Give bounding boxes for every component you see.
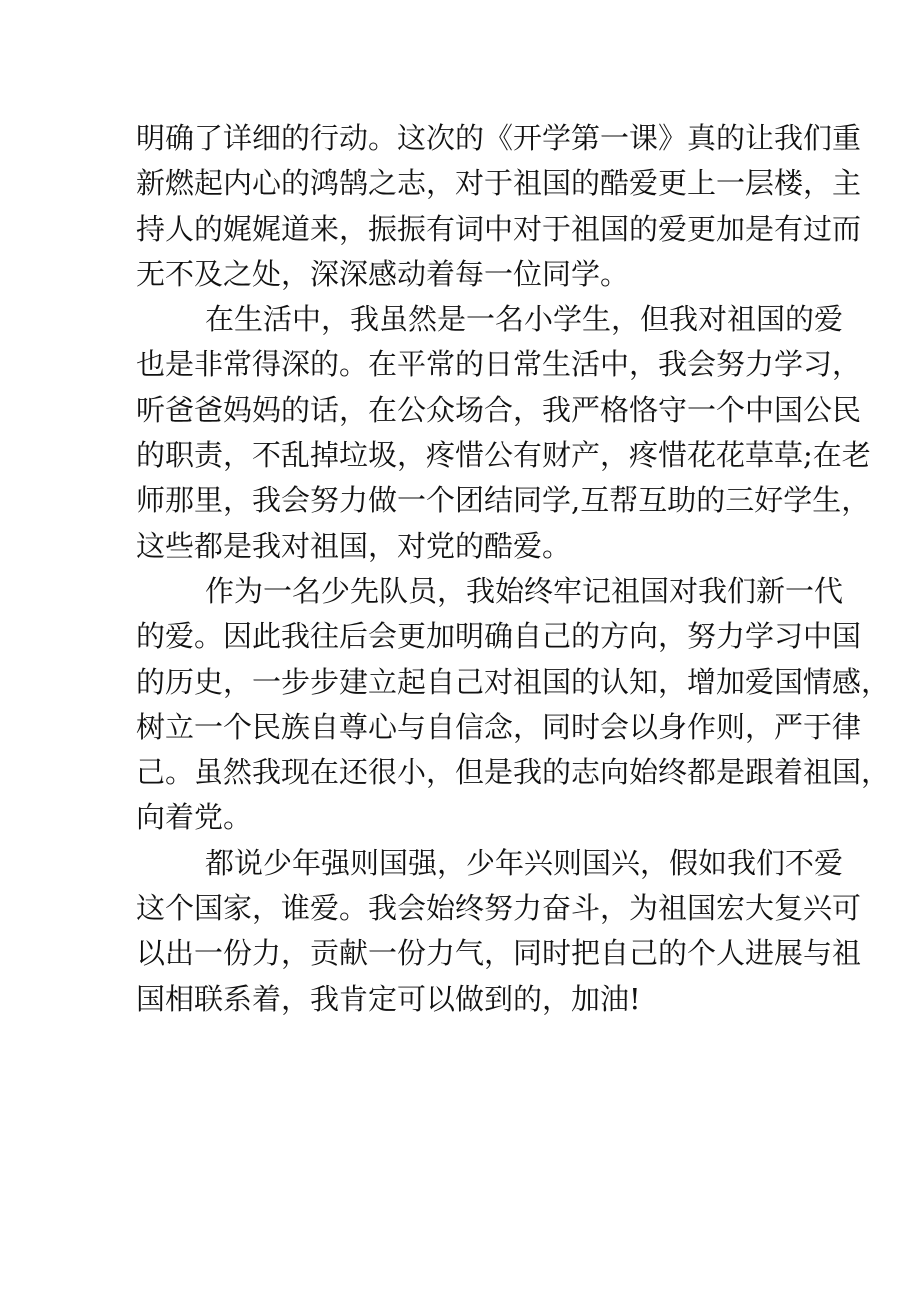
text-line: 以出一份力，贡献一份力气，同时把自己的个人进展与祖	[136, 936, 862, 971]
text-line: 听爸爸妈妈的话，在公众场合，我严格恪守一个中国公民	[136, 392, 862, 427]
text-line: 持人的娓娓道来，振振有词中对于祖国的爱更加是有过而	[136, 211, 862, 246]
text-line: 无不及之处，深深感动着每一位同学。	[136, 256, 630, 291]
text-line-indented: 作为一名少先队员，我始终牢记祖国对我们新一代	[205, 573, 844, 608]
text-line: 这些都是我对祖国，对党的酷爱。	[136, 528, 572, 563]
paragraph-1	[136, 116, 862, 297]
paragraph-3	[136, 569, 891, 841]
text-line-indented: 在生活中，我虽然是一名小学生，但我对祖国的爱	[205, 302, 844, 337]
text-line: 也是非常得深的。在平常的日常生活中，我会努力学习，	[136, 347, 862, 382]
text-line: 的爱。因此我往后会更加明确自己的方向，努力学习中国	[136, 619, 862, 654]
text-line: 这个国家，谁爱。我会始终努力奋斗，为祖国宏大复兴可	[136, 891, 862, 926]
text-line-indented: 都说少年强则国强，少年兴则国兴，假如我们不爱	[205, 845, 844, 880]
paragraph-2	[136, 297, 871, 569]
text-line: 己。虽然我现在还很小，但是我的志向始终都是跟着祖国，	[136, 755, 891, 790]
text-line: 树立一个民族自尊心与自信念，同时会以身作则，严于律	[136, 709, 862, 744]
text-line: 新燃起内心的鸿鹄之志，对于祖国的酷爱更上一层楼，主	[136, 166, 862, 201]
text-line: 师那里，我会努力做一个团结同学,互帮互助的三好学生，	[136, 483, 871, 518]
paragraph-4	[136, 841, 862, 1022]
text-line: 国相联系着，我肯定可以做到的，加油!	[136, 981, 641, 1016]
text-line: 的历史，一步步建立起自己对祖国的认知，增加爱国情感，	[136, 664, 891, 699]
text-line: 向着党。	[136, 800, 253, 835]
text-line: 明确了详细的行动。这次的《开学第一课》真的让我们重	[136, 121, 862, 155]
text-line: 的职责，不乱掉垃圾，疼惜公有财产，疼惜花花草草;在老	[136, 438, 871, 473]
document-body	[136, 116, 891, 1022]
